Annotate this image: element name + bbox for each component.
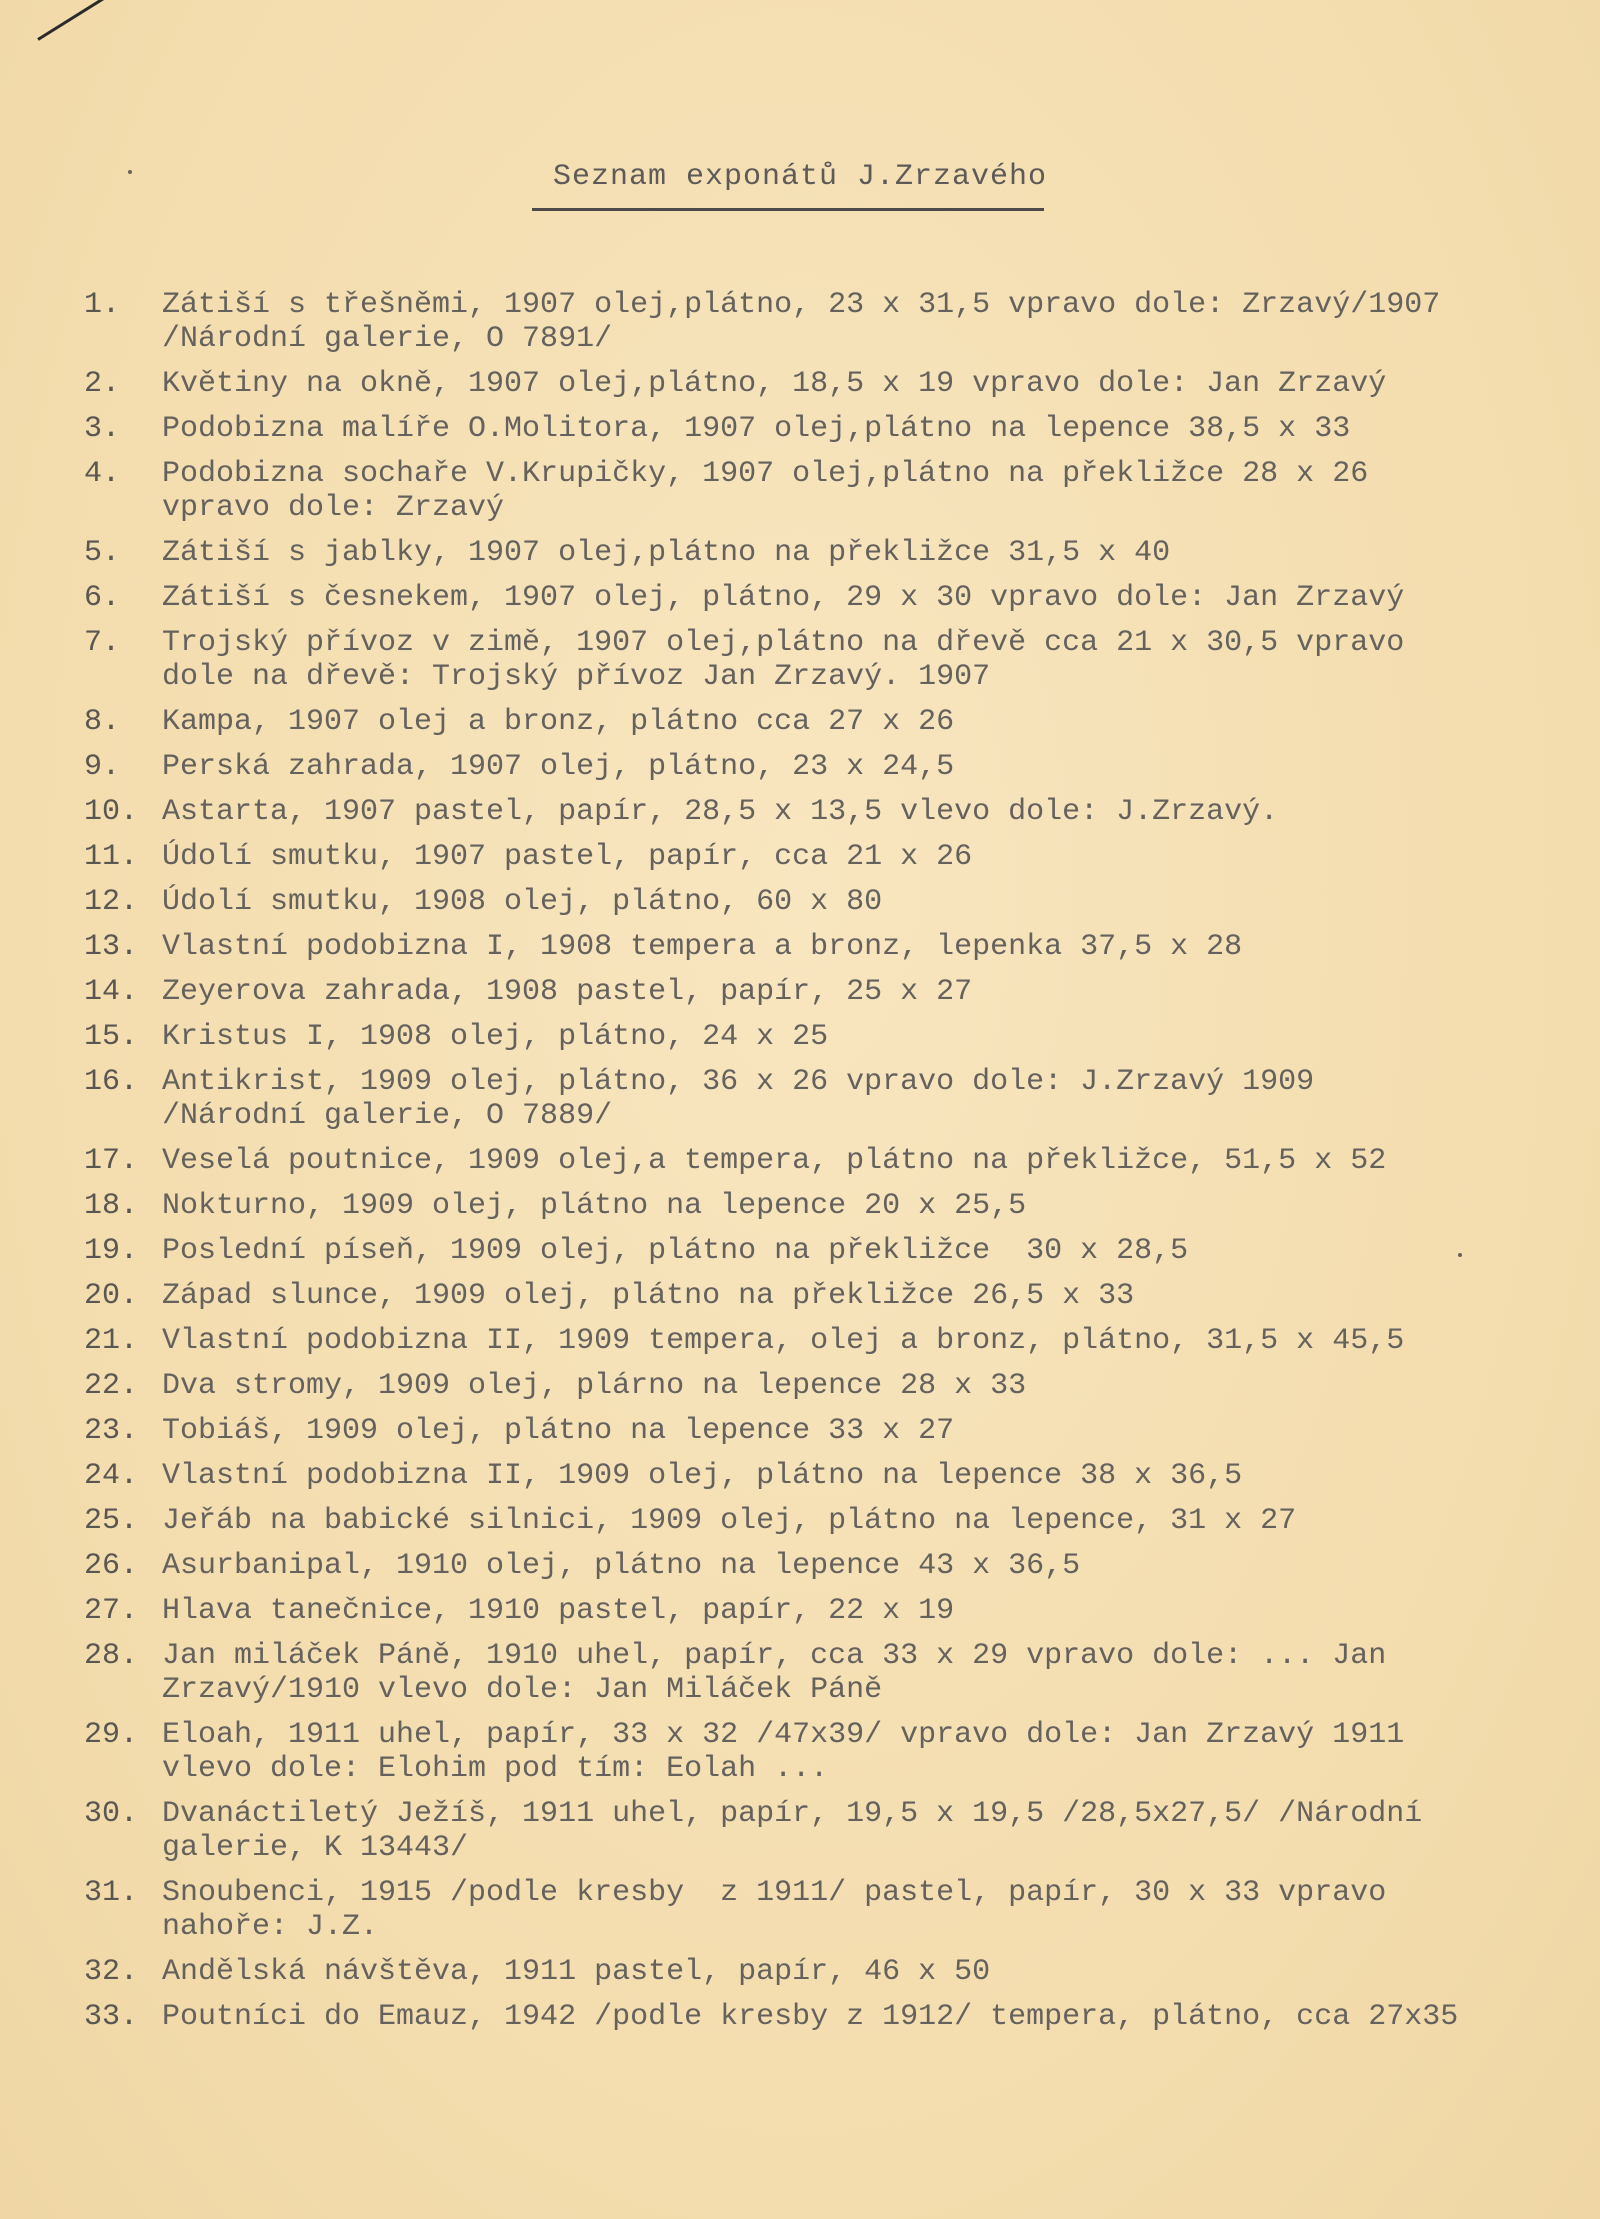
item-number: 23. [84, 1414, 139, 1448]
list-item [0, 1504, 1600, 1538]
list-item [0, 1876, 1600, 1944]
list-item [0, 840, 1600, 874]
item-number: 9. [84, 750, 121, 784]
item-number: 21. [84, 1324, 139, 1358]
item-number: 32. [84, 1955, 139, 1989]
item-number: 5. [84, 536, 121, 570]
item-text-line: Dva stromy, 1909 olej, plárno na lepence 28 x 33 [162, 1369, 1027, 1403]
item-text-line: Snoubenci, 1915 /podle kresby z 1911/ pastel, papír, 30 x 33 vpravo [162, 1876, 1387, 1910]
list-item [0, 1279, 1600, 1313]
title-underline [532, 208, 1044, 211]
item-number: 8. [84, 705, 121, 739]
item-number: 4. [84, 457, 121, 491]
item-number: 1. [84, 288, 121, 322]
item-text-line: Andělská návštěva, 1911 pastel, papír, 46 x 50 [162, 1955, 991, 1989]
item-number: 6. [84, 581, 121, 615]
list-item [0, 1549, 1600, 1583]
item-text-line: vpravo dole: Zrzavý [162, 491, 505, 525]
item-text-line: /Národní galerie, O 7889/ [162, 1099, 613, 1133]
item-number: 10. [84, 795, 139, 829]
item-number: 28. [84, 1639, 139, 1673]
item-text-line: galerie, K 13443/ [162, 1831, 469, 1865]
list-item [0, 1414, 1600, 1448]
list-item [0, 1020, 1600, 1054]
item-text-line: Dvanáctiletý Ježíš, 1911 uhel, papír, 19,5 x 19,5 /28,5x27,5/ /Národní [162, 1797, 1423, 1831]
item-number: 3. [84, 412, 121, 446]
item-text-line: Zátiší s česnekem, 1907 olej, plátno, 29 x 30 vpravo dole: Jan Zrzavý [162, 581, 1405, 615]
item-number: 12. [84, 885, 139, 919]
item-text-line: Vlastní podobizna II, 1909 tempera, olej a bronz, plátno, 31,5 x 45,5 [162, 1324, 1405, 1358]
item-text-line: Zátiší s třešněmi, 1907 olej,plátno, 23 x 31,5 vpravo dole: Zrzavý/1907 [162, 288, 1441, 322]
list-item [0, 2000, 1600, 2034]
list-item [0, 457, 1600, 525]
item-number: 14. [84, 975, 139, 1009]
list-item [0, 412, 1600, 446]
item-text-line: Kristus I, 1908 olej, plátno, 24 x 25 [162, 1020, 829, 1054]
list-item [0, 1639, 1600, 1707]
list-item [0, 795, 1600, 829]
item-text-line: Podobizna sochaře V.Krupičky, 1907 olej,plátno na překližce 28 x 26 [162, 457, 1369, 491]
item-number: 24. [84, 1459, 139, 1493]
list-item [0, 1459, 1600, 1493]
item-number: 29. [84, 1718, 139, 1752]
item-text-line: dole na dřevě: Trojský přívoz Jan Zrzavý. 1907 [162, 660, 991, 694]
list-item [0, 288, 1600, 356]
item-text-line: Zátiší s jablky, 1907 olej,plátno na překližce 31,5 x 40 [162, 536, 1171, 570]
item-number: 11. [84, 840, 139, 874]
item-number: 22. [84, 1369, 139, 1403]
list-item [0, 1955, 1600, 1989]
item-text-line: Hlava tanečnice, 1910 pastel, papír, 22 x 19 [162, 1594, 955, 1628]
list-item [0, 1144, 1600, 1178]
item-number: 26. [84, 1549, 139, 1583]
item-number: 2. [84, 367, 121, 401]
item-number: 30. [84, 1797, 139, 1831]
item-text-line: Jan miláček Páně, 1910 uhel, papír, cca 33 x 29 vpravo dole: ... Jan [162, 1639, 1387, 1673]
list-item [0, 1594, 1600, 1628]
list-item [0, 1189, 1600, 1223]
item-number: 33. [84, 2000, 139, 2034]
list-item [0, 536, 1600, 570]
item-text-line: Poslední píseň, 1909 olej, plátno na překližce 30 x 28,5 [162, 1234, 1189, 1268]
item-text-line: Trojský přívoz v zimě, 1907 olej,plátno na dřevě cca 21 x 30,5 vpravo [162, 626, 1405, 660]
list-item [0, 1065, 1600, 1133]
item-number: 7. [84, 626, 121, 660]
item-text-line: Eloah, 1911 uhel, papír, 33 x 32 /47x39/ vpravo dole: Jan Zrzavý 1911 [162, 1718, 1405, 1752]
item-number: 25. [84, 1504, 139, 1538]
list-item [0, 367, 1600, 401]
item-text-line: Podobizna malíře O.Molitora, 1907 olej,plátno na lepence 38,5 x 33 [162, 412, 1351, 446]
item-text-line: Poutníci do Emauz, 1942 /podle kresby z 1912/ tempera, plátno, cca 27x35 [162, 2000, 1459, 2034]
item-text-line: Údolí smutku, 1908 olej, plátno, 60 x 80 [162, 885, 883, 919]
item-text-line: Asurbanipal, 1910 olej, plátno na lepence 43 x 36,5 [162, 1549, 1081, 1583]
pen-stroke-mark [37, 0, 106, 41]
list-item [0, 1369, 1600, 1403]
item-number: 15. [84, 1020, 139, 1054]
list-item [0, 581, 1600, 615]
item-number: 18. [84, 1189, 139, 1223]
list-item [0, 1234, 1600, 1268]
list-item [0, 1797, 1600, 1865]
list-item [0, 975, 1600, 1009]
item-text-line: Zrzavý/1910 vlevo dole: Jan Miláček Páně [162, 1673, 883, 1707]
item-text-line: Vlastní podobizna II, 1909 olej, plátno na lepence 38 x 36,5 [162, 1459, 1243, 1493]
item-number: 31. [84, 1876, 139, 1910]
item-text-line: Kampa, 1907 olej a bronz, plátno cca 27 x 26 [162, 705, 955, 739]
item-number: 20. [84, 1279, 139, 1313]
item-text-line: Vlastní podobizna I, 1908 tempera a bronz, lepenka 37,5 x 28 [162, 930, 1243, 964]
list-item [0, 705, 1600, 739]
page-title: Seznam exponátů J.Zrzavého [552, 160, 1048, 194]
list-item [0, 1324, 1600, 1358]
item-text-line: Jeřáb na babické silnici, 1909 olej, plátno na lepence, 31 x 27 [162, 1504, 1297, 1538]
item-text-line: vlevo dole: Elohim pod tím: Eolah ... [162, 1752, 829, 1786]
list-item [0, 930, 1600, 964]
item-text-line: /Národní galerie, O 7891/ [162, 322, 613, 356]
item-number: 19. [84, 1234, 139, 1268]
item-number: 17. [84, 1144, 139, 1178]
item-text-line: Veselá poutnice, 1909 olej,a tempera, plátno na překližce, 51,5 x 52 [162, 1144, 1387, 1178]
item-text-line: Tobiáš, 1909 olej, plátno na lepence 33 x 27 [162, 1414, 955, 1448]
list-item [0, 1718, 1600, 1786]
list-item [0, 885, 1600, 919]
item-text-line: Nokturno, 1909 olej, plátno na lepence 20 x 25,5 [162, 1189, 1027, 1223]
list-item [0, 626, 1600, 694]
item-text-line: Západ slunce, 1909 olej, plátno na překližce 26,5 x 33 [162, 1279, 1135, 1313]
exhibit-list [0, 288, 1600, 2045]
item-number: 13. [84, 930, 139, 964]
list-item [0, 750, 1600, 784]
item-number: 27. [84, 1594, 139, 1628]
item-text-line: Květiny na okně, 1907 olej,plátno, 18,5 x 19 vpravo dole: Jan Zrzavý [162, 367, 1387, 401]
item-text-line: Perská zahrada, 1907 olej, plátno, 23 x 24,5 [162, 750, 955, 784]
item-text-line: Údolí smutku, 1907 pastel, papír, cca 21 x 26 [162, 840, 973, 874]
item-text-line: Zeyerova zahrada, 1908 pastel, papír, 25 x 27 [162, 975, 973, 1009]
item-text-line: Antikrist, 1909 olej, plátno, 36 x 26 vpravo dole: J.Zrzavý 1909 [162, 1065, 1315, 1099]
item-text-line: Astarta, 1907 pastel, papír, 28,5 x 13,5 vlevo dole: J.Zrzavý. [162, 795, 1279, 829]
item-text-line: nahoře: J.Z. [162, 1910, 379, 1944]
item-number: 16. [84, 1065, 139, 1099]
